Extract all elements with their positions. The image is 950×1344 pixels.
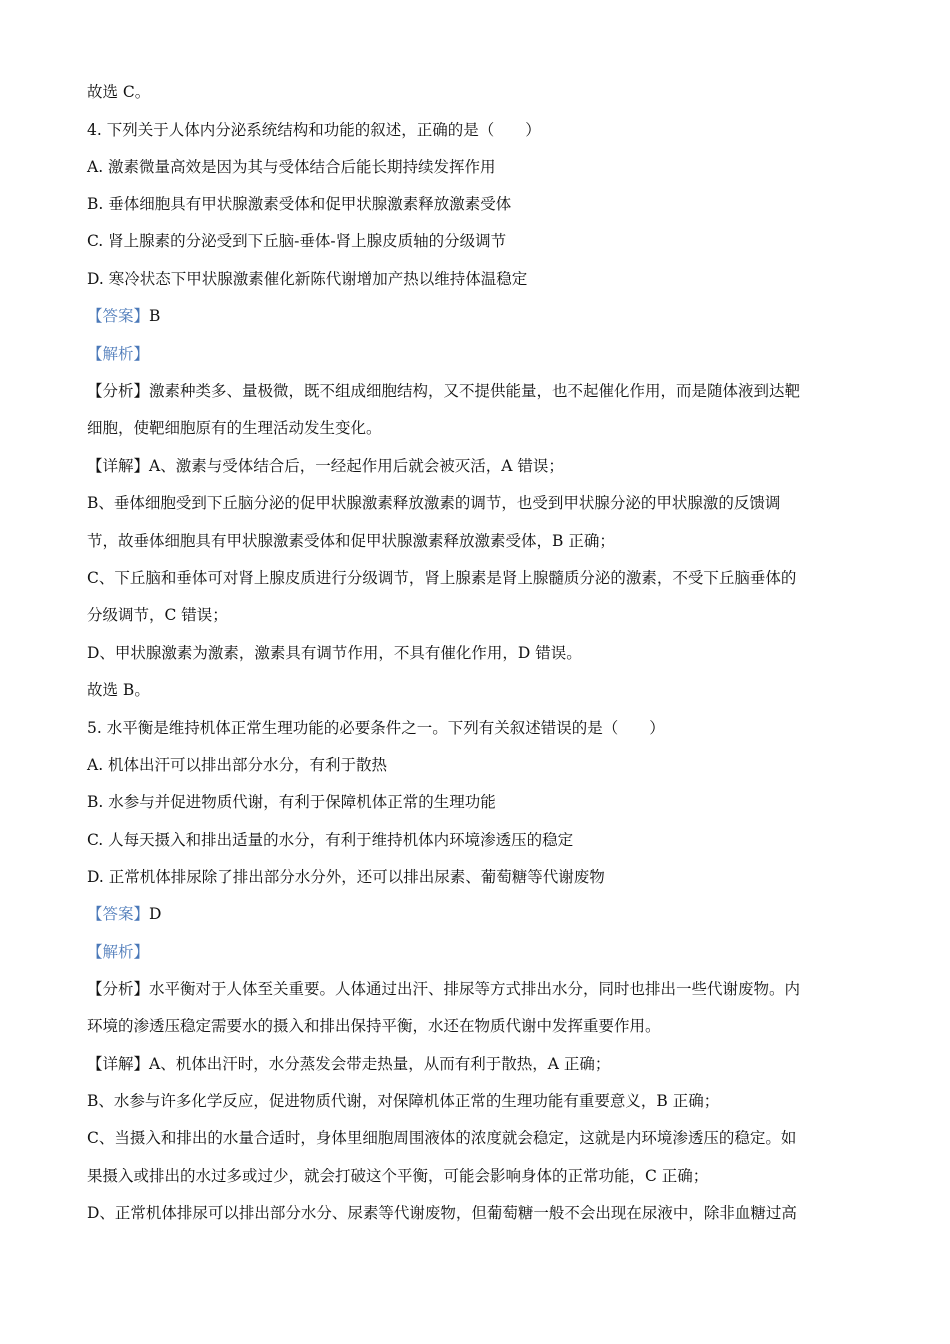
line-text: B. 水参与并促进物质代谢，有利于保障机体正常的生理功能 — [87, 793, 496, 811]
line-text: C. 肾上腺素的分泌受到下丘脑-垂体-肾上腺皮质轴的分级调节 — [87, 232, 507, 250]
line-text: D、甲状腺激素为激素，激素具有调节作用，不具有催化作用，D 错误。 — [87, 644, 582, 662]
text-line — [87, 231, 863, 251]
text-line — [87, 418, 863, 438]
line-text: 分级调节，C 错误； — [87, 606, 228, 624]
line-text: 【详解】A、激素与受体结合后，一经起作用后就会被灭活，A 错误； — [87, 457, 564, 475]
line-text: 果摄入或排出的水过多或过少，就会打破这个平衡，可能会影响身体的正常功能，C 正确； — [87, 1167, 709, 1185]
text-line — [87, 643, 863, 663]
line-text: C、当摄入和排出的水量合适时，身体里细胞周围液体的浓度就会稳定，这就是内环境渗透压的稳定。如 — [87, 1129, 797, 1147]
line-text: 故选 B。 — [87, 681, 150, 699]
text-line — [87, 792, 863, 812]
line-text: 【详解】A、机体出汗时，水分蒸发会带走热量，从而有利于散热，A 正确； — [87, 1055, 611, 1073]
text-line — [87, 531, 863, 551]
text-line — [87, 568, 863, 588]
text-line — [87, 1091, 863, 1111]
text-line — [87, 755, 863, 775]
line-text: 细胞，使靶细胞原有的生理活动发生变化。 — [87, 419, 382, 437]
line-text: B、垂体细胞受到下丘脑分泌的促甲状腺激素释放激素的调节，也受到甲状腺分泌的甲状腺激的反馈调 — [87, 494, 781, 512]
section-tag: 【答案】 — [87, 905, 150, 923]
line-text: 4. 下列关于人体内分泌系统结构和功能的叙述，正确的是（ ） — [87, 121, 541, 139]
text-line — [87, 269, 863, 289]
section-tag: 【解析】 — [87, 345, 150, 363]
text-line — [87, 1203, 863, 1223]
text-line — [87, 867, 863, 887]
text-line — [87, 493, 863, 513]
line-text: B. 垂体细胞具有甲状腺激素受体和促甲状腺激素释放激素受体 — [87, 195, 512, 213]
section-tag: 【答案】 — [87, 307, 150, 325]
text-line — [87, 194, 863, 214]
text-line — [87, 718, 863, 738]
answer-line — [87, 904, 863, 924]
line-text: 【分析】激素种类多、量极微，既不组成细胞结构，又不提供能量，也不起催化作用，而是随体液到达靶 — [87, 382, 801, 400]
line-text: B — [149, 307, 161, 325]
text-line — [87, 979, 863, 999]
text-line — [87, 1166, 863, 1186]
line-text: C. 人每天摄入和排出适量的水分，有利于维持机体内环境渗透压的稳定 — [87, 831, 574, 849]
line-text: C、下丘脑和垂体可对肾上腺皮质进行分级调节，肾上腺素是肾上腺髓质分泌的激素，不受下丘脑垂体的 — [87, 569, 797, 587]
text-line — [87, 82, 863, 102]
line-text: 【分析】水平衡对于人体至关重要。人体通过出汗、排尿等方式排出水分，同时也排出一些代谢废物。内 — [87, 980, 801, 998]
text-line — [87, 381, 863, 401]
line-text: 5. 水平衡是维持机体正常生理功能的必要条件之一。下列有关叙述错误的是（ ） — [87, 719, 665, 737]
text-line — [87, 605, 863, 625]
text-line — [87, 120, 863, 140]
line-text: 节，故垂体细胞具有甲状腺激素受体和促甲状腺激素释放激素受体，B 正确； — [87, 532, 615, 550]
line-text: D — [149, 905, 162, 923]
text-line — [87, 1016, 863, 1036]
line-text: A. 机体出汗可以排出部分水分，有利于散热 — [87, 756, 388, 774]
line-text: D. 正常机体排尿除了排出部分水分外，还可以排出尿素、葡萄糖等代谢废物 — [87, 868, 605, 886]
line-text: B、水参与许多化学反应，促进物质代谢，对保障机体正常的生理功能有重要意义，B 正确； — [87, 1092, 720, 1110]
text-line — [87, 680, 863, 700]
answer-line — [87, 306, 863, 326]
text-line — [87, 1054, 863, 1074]
text-line — [87, 456, 863, 476]
analysis-heading — [87, 942, 863, 962]
line-text: D. 寒冷状态下甲状腺激素催化新陈代谢增加产热以维持体温稳定 — [87, 270, 528, 288]
text-line — [87, 830, 863, 850]
text-line — [87, 157, 863, 177]
line-text: 故选 C。 — [87, 83, 151, 101]
line-text: A. 激素微量高效是因为其与受体结合后能长期持续发挥作用 — [87, 158, 496, 176]
text-line — [87, 1128, 863, 1148]
analysis-heading — [87, 344, 863, 364]
line-text: 环境的渗透压稳定需要水的摄入和排出保持平衡，水还在物质代谢中发挥重要作用。 — [87, 1017, 661, 1035]
section-tag: 【解析】 — [87, 943, 150, 961]
line-text: D、正常机体排尿可以排出部分水分、尿素等代谢废物，但葡萄糖一般不会出现在尿液中，除非血糖过高 — [87, 1204, 797, 1222]
